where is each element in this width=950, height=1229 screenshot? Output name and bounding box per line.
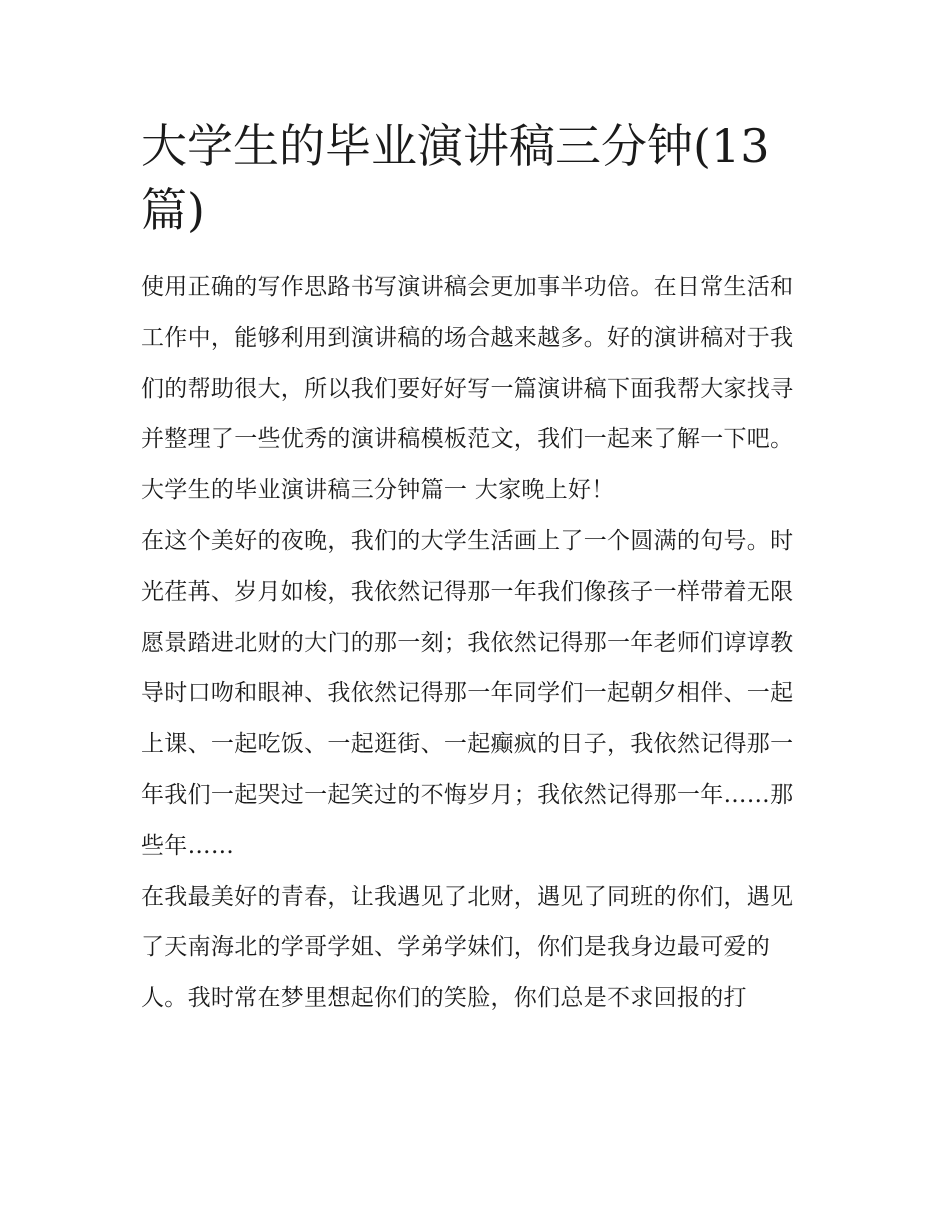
body-paragraph: 在我最美好的青春，让我遇见了北财，遇见了同班的你们，遇见了天南海北的学哥学姐、学弟学妹们，你们是我身边最可爱的人。我时常在梦里想起你们的笑脸，你们总是不求回报的打 bbox=[141, 883, 794, 1012]
intro-paragraph: 使用正确的写作思路书写演讲稿会更加事半功倍。在日常生活和工作中，能够利用到演讲稿的场合越来越多。好的演讲稿对于我们的帮助很大，所以我们要好好写一篇演讲稿下面我帮大家找寻并整理了一些优秀的演讲稿模板范文，我们一起来了解一下吧。 bbox=[141, 274, 794, 453]
document-title: 大学生的毕业演讲稿三分钟(13篇) bbox=[141, 119, 770, 237]
document-body bbox=[141, 114, 813, 1024]
section-heading-paragraph: 大学生的毕业演讲稿三分钟篇一 大家晚上好！ bbox=[141, 477, 615, 504]
body-paragraph: 在这个美好的夜晚，我们的大学生活画上了一个圆满的句号。时光荏苒、岁月如梭，我依然记得那一年我们像孩子一样带着无限愿景踏进北财的大门的那一刻；我依然记得那一年老师们谆谆教导时口吻和眼神、我依然记得那一年同学们一起朝夕相伴、一起上课、一起吃饭、一起逛街、一起癫疯的日子，我依然记得那一年我们一起哭过一起笑过的不悔岁月；我依然记得那一年……那些年…… bbox=[141, 527, 794, 859]
